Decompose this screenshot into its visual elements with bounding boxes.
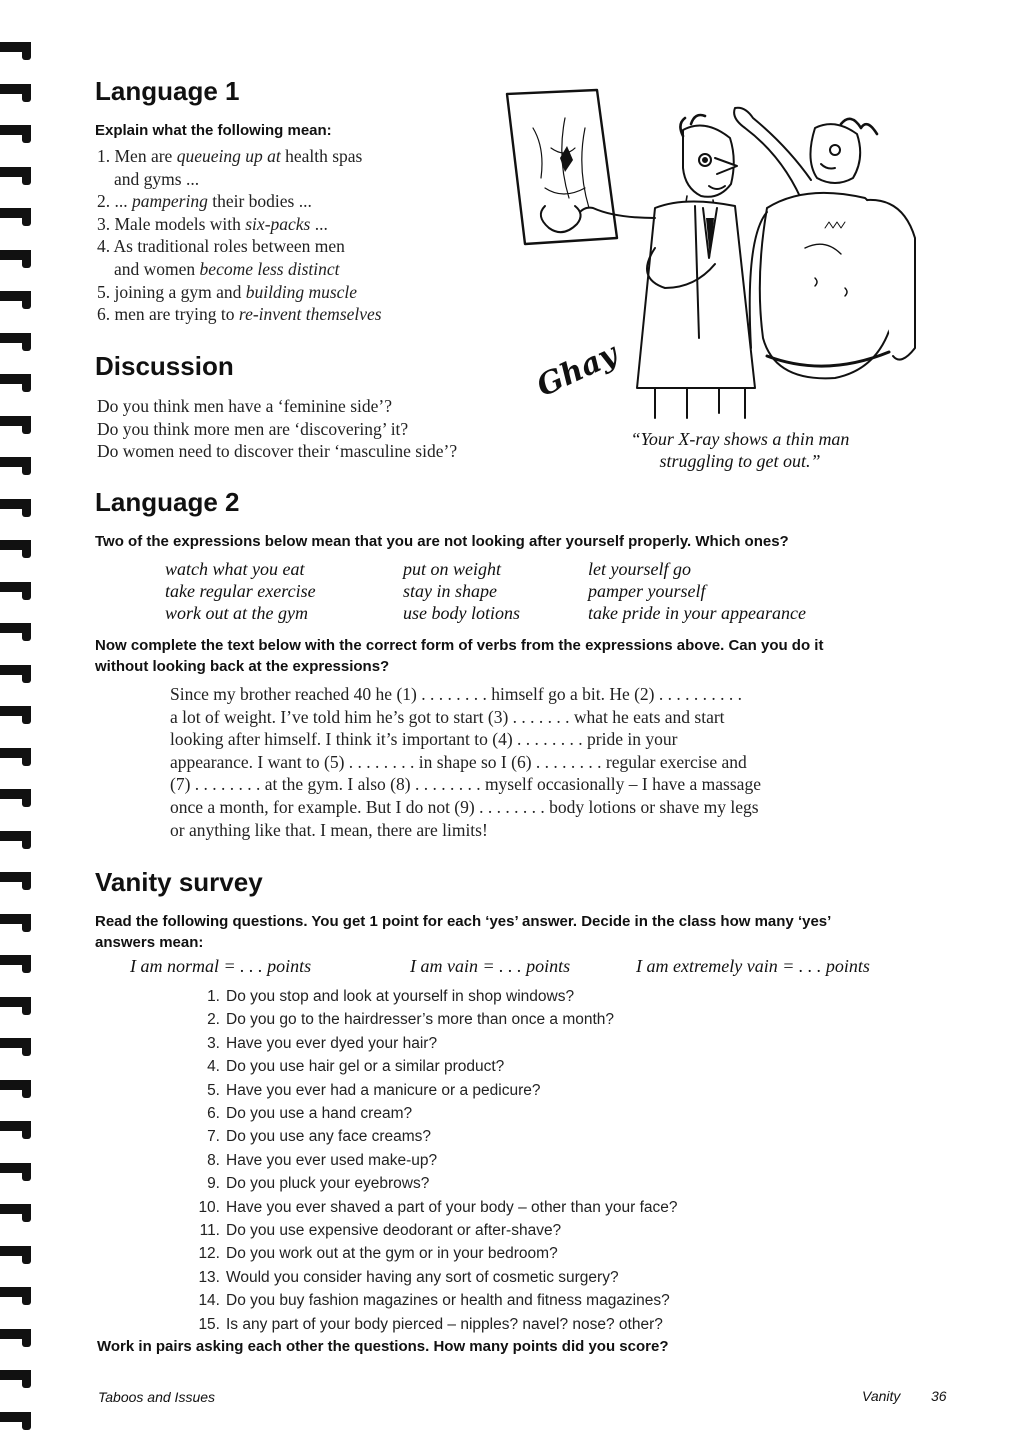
doctor-xray-cartoon <box>505 88 920 423</box>
gap-fill-line: a lot of weight. I’ve told him he’s got to start (3) . . . . . . . what he eats and start <box>170 706 725 727</box>
survey-question <box>192 1125 678 1148</box>
binding-coil <box>0 870 34 890</box>
survey-question <box>192 1172 678 1195</box>
survey-question <box>192 1008 678 1031</box>
gap-fill-line: appearance. I want to (5) . . . . . . . . in shape so I (6) . . . . . . . . regular exercise and <box>170 751 747 772</box>
expression: let yourself go <box>588 559 691 579</box>
question-number: 14. <box>198 1292 220 1310</box>
cartoonist-signature: Ghay <box>531 336 623 405</box>
binding-coil <box>0 663 34 683</box>
language1-list <box>97 145 497 326</box>
language1-item <box>97 213 497 236</box>
language2-instruction1: Two of the expressions below mean that you are not looking after yourself properly. Which ones? <box>95 533 789 550</box>
binding-coil <box>0 1410 34 1430</box>
binding-coil <box>0 206 34 226</box>
question-text: Do you use any face creams? <box>226 1128 432 1146</box>
item-text: their bodies ... <box>207 191 312 212</box>
survey-question <box>192 1266 678 1289</box>
survey-question <box>192 1079 678 1102</box>
item-key-phrase: building muscle <box>245 281 358 302</box>
binding-coil <box>0 1119 34 1139</box>
item-text: ... <box>114 191 132 212</box>
language1-item <box>97 281 497 304</box>
question-number: 8. <box>207 1151 220 1169</box>
binding-coil <box>0 1161 34 1181</box>
question-text: Do you work out at the gym or in your bedroom? <box>226 1245 558 1263</box>
binding-coil <box>0 1327 34 1347</box>
score-vain: I am vain = . . . points <box>410 956 571 976</box>
binding-coil <box>0 829 34 849</box>
binding-coil <box>0 912 34 932</box>
binding-coil <box>0 372 34 392</box>
expression: pamper yourself <box>588 581 706 601</box>
question-number: 4. <box>207 1058 220 1076</box>
question-number: 1. <box>207 988 220 1005</box>
item-text: health spas <box>280 146 363 166</box>
binding-coil <box>0 580 34 600</box>
item-text: Male models with <box>114 213 246 234</box>
expressions-row <box>165 558 925 580</box>
question-text: Do you pluck your eyebrows? <box>226 1175 430 1193</box>
binding-coil <box>0 621 34 641</box>
binding-coil <box>0 704 34 724</box>
language1-item <box>97 303 497 326</box>
survey-question <box>192 1196 678 1219</box>
vanity-heading: Vanity survey <box>95 867 263 897</box>
binding-coil <box>0 123 34 143</box>
question-text: Do you stop and look at yourself in shop windows? <box>226 988 575 1005</box>
survey-question <box>192 1149 678 1172</box>
footer-unit: Vanity <box>862 1388 901 1404</box>
survey-question <box>192 1032 678 1055</box>
item-text: As traditional roles between men <box>113 236 345 257</box>
item-number: 2. <box>97 191 111 212</box>
score-extremely-vain: I am extremely vain = . . . points <box>636 956 870 976</box>
item-number: 5. <box>97 281 111 302</box>
expression: use body lotions <box>403 603 520 623</box>
item-text: Men are <box>114 146 177 166</box>
vanity-instruction-line2: answers mean: <box>95 934 204 951</box>
binding-coil <box>0 1202 34 1222</box>
footer-book-title: Taboos and Issues <box>98 1389 216 1405</box>
binding-coil <box>0 1244 34 1264</box>
item-text: and women <box>114 258 200 279</box>
score-normal: I am normal = . . . points <box>130 956 312 976</box>
survey-question <box>192 1313 678 1336</box>
binding-coil <box>0 289 34 309</box>
instruction2-line1: Now complete the text below with the correct form of verbs from the expressions above. Can you do it <box>95 637 824 654</box>
item-text: and gyms ... <box>114 168 200 189</box>
binding-coil <box>0 1078 34 1098</box>
expression: stay in shape <box>403 581 497 601</box>
language1-item <box>97 258 497 281</box>
vanity-instruction-line1: Read the following questions. You get 1 point for each ‘yes’ answer. Decide in the class how many ‘yes’ <box>95 913 832 930</box>
question-number: 12. <box>198 1245 220 1263</box>
language1-instruction: Explain what the following mean: <box>95 122 332 139</box>
language2-instruction2 <box>95 635 965 677</box>
language1-item <box>97 190 497 213</box>
gap-fill-line: once a month, for example. But I do not (9) . . . . . . . . body lotions or shave my legs <box>170 796 759 817</box>
cartoon-caption-line2: struggling to get out.” <box>659 451 821 471</box>
binding-coil <box>0 414 34 434</box>
binding-coil <box>0 40 34 60</box>
item-key-phrase: queueing up at <box>176 146 281 166</box>
vanity-instruction <box>95 911 965 953</box>
binding-coil <box>0 995 34 1015</box>
cartoon-caption <box>560 428 920 472</box>
language1-item <box>97 235 497 258</box>
gap-fill-text <box>170 683 930 841</box>
discussion-questions <box>97 395 457 463</box>
gap-fill-line: (7) . . . . . . . . at the gym. I also (8) . . . . . . . . myself occasionally – I have a massage <box>170 774 761 795</box>
discussion-line: Do you think more men are ‘discovering’ it? <box>97 418 409 439</box>
item-text: men are trying to <box>114 304 239 325</box>
survey-question <box>192 1055 678 1078</box>
question-text: Have you ever shaved a part of your body – other than your face? <box>226 1198 678 1216</box>
question-text: Is any part of your body pierced – nipples? navel? nose? other? <box>226 1315 663 1333</box>
binding-coil <box>0 1036 34 1056</box>
item-number: 3. <box>97 213 111 234</box>
survey-question <box>192 1289 678 1312</box>
survey-question <box>192 1102 678 1125</box>
binding-coil <box>0 746 34 766</box>
question-number: 15. <box>198 1315 220 1333</box>
language1-item <box>97 168 497 191</box>
discussion-heading: Discussion <box>95 351 234 381</box>
binding-coil <box>0 953 34 973</box>
expression: watch what you eat <box>165 559 305 579</box>
item-text: joining a gym and <box>114 281 246 302</box>
expression: put on weight <box>403 559 501 579</box>
question-number: 10. <box>198 1198 220 1216</box>
language2-heading: Language 2 <box>95 487 240 517</box>
expressions-row <box>165 580 925 602</box>
survey-question <box>192 985 678 1008</box>
question-text: Have you ever had a manicure or a pedicure? <box>226 1081 541 1099</box>
binding-coil <box>0 787 34 807</box>
expression: work out at the gym <box>165 603 308 623</box>
survey-question <box>192 1242 678 1265</box>
question-number: 2. <box>207 1011 220 1029</box>
item-key-phrase: become less distinct <box>199 258 340 279</box>
binding-coil <box>0 165 34 185</box>
question-text: Do you go to the hairdresser’s more than once a month? <box>226 1011 615 1029</box>
question-text: Do you buy fashion magazines or health and fitness magazines? <box>226 1292 670 1310</box>
language1-heading: Language 1 <box>95 76 240 106</box>
binding-coil <box>0 82 34 102</box>
question-number: 6. <box>207 1105 220 1123</box>
discussion-line: Do you think men have a ‘feminine side’? <box>97 396 392 416</box>
binding-coil <box>0 538 34 558</box>
discussion-line: Do women need to discover their ‘masculine side’? <box>97 441 458 462</box>
expression: take regular exercise <box>165 581 316 601</box>
gap-fill-line: Since my brother reached 40 he (1) . . . . . . . . himself go a bit. He (2) . . . . . . . . . . <box>170 684 743 704</box>
question-number: 11. <box>199 1222 220 1240</box>
expressions-table <box>165 558 925 624</box>
question-number: 5. <box>207 1081 220 1099</box>
item-key-phrase: pampering <box>132 191 208 212</box>
footer-page-number: 36 <box>931 1388 947 1404</box>
cartoon-caption-line1: “Your X-ray shows a thin man <box>630 429 850 449</box>
spiral-binding <box>0 0 40 1448</box>
item-number: 4. <box>97 236 111 257</box>
item-text: ... <box>310 213 328 234</box>
question-text: Do you use a hand cream? <box>226 1105 413 1123</box>
binding-coil <box>0 248 34 268</box>
gap-fill-line: looking after himself. I think it’s important to (4) . . . . . . . . pride in your <box>170 729 678 750</box>
question-text: Have you ever dyed your hair? <box>226 1034 438 1052</box>
survey-questions <box>192 985 678 1336</box>
question-number: 7. <box>207 1128 220 1146</box>
binding-coil <box>0 497 34 517</box>
item-number: 1. <box>97 146 111 166</box>
question-text: Do you use hair gel or a similar product? <box>226 1058 505 1076</box>
survey-question <box>192 1219 678 1242</box>
expression: take pride in your appearance <box>588 603 806 623</box>
vanity-closing: Work in pairs asking each other the questions. How many points did you score? <box>97 1338 669 1355</box>
question-number: 9. <box>207 1175 220 1193</box>
instruction2-line2: without looking back at the expressions? <box>95 658 390 675</box>
question-text: Would you consider having any sort of cosmetic surgery? <box>226 1268 619 1286</box>
question-text: Have you ever used make-up? <box>226 1151 438 1169</box>
question-number: 3. <box>207 1034 220 1052</box>
binding-coil <box>0 1368 34 1388</box>
question-number: 13. <box>198 1268 220 1286</box>
binding-coil <box>0 1285 34 1305</box>
item-key-phrase: six-packs <box>245 213 311 234</box>
expressions-row <box>165 602 925 624</box>
gap-fill-line: or anything like that. I mean, there are limits! <box>170 819 488 840</box>
item-key-phrase: re-invent themselves <box>238 304 382 325</box>
question-text: Do you use expensive deodorant or after-shave? <box>226 1222 562 1240</box>
item-number: 6. <box>97 304 111 325</box>
binding-coil <box>0 455 34 475</box>
language1-item <box>97 145 497 168</box>
binding-coil <box>0 331 34 351</box>
